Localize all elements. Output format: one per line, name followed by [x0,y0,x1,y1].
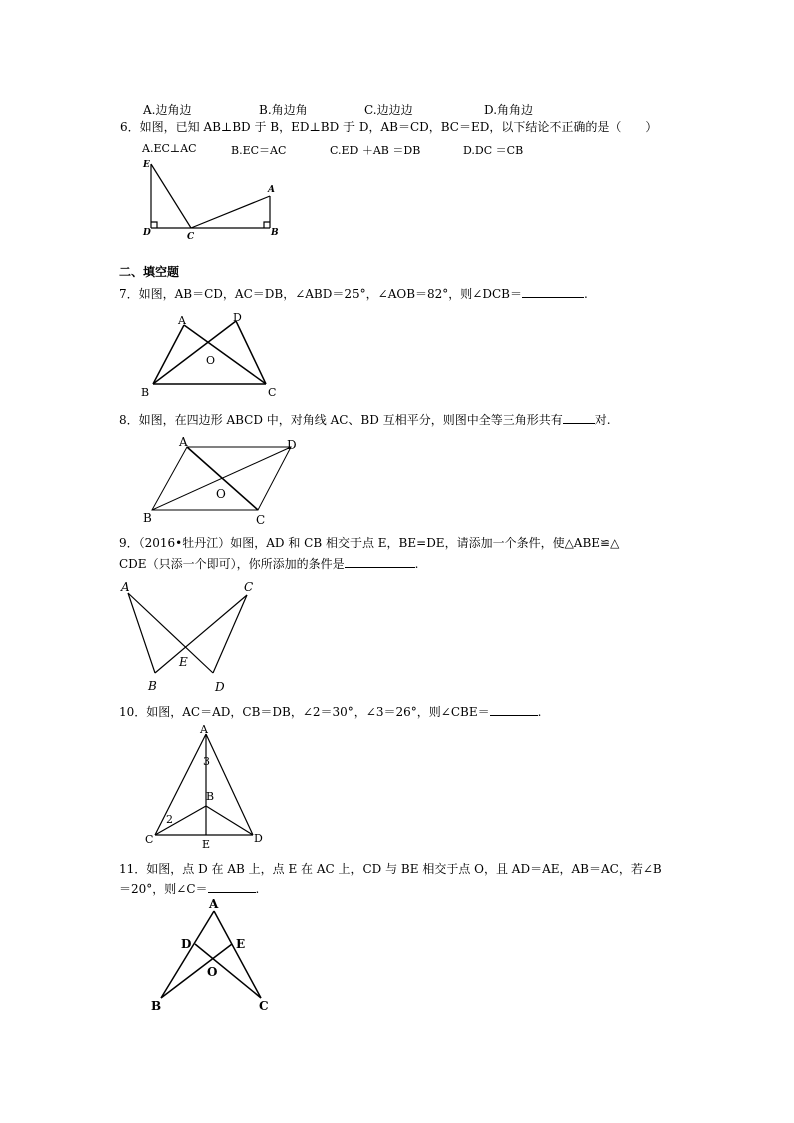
q7-label-o: O [206,354,216,367]
q10-label-2: 2 [166,813,173,826]
q9-label-a: A [121,580,130,594]
q6-label-d: D [143,228,151,238]
q6-option-a: A.EC⊥AC [142,142,197,155]
q5-option-b: B.角边角 [259,103,308,117]
q9-label-e: E [179,655,188,669]
q6-label-e: E [143,160,150,170]
q7-label-d: D [233,311,242,324]
q11-line2-before: ＝20°，则∠C＝ [119,882,208,896]
q7-text-after: . [583,287,588,301]
q11-label-b: B [151,999,162,1013]
q10-answer-blank [490,704,538,716]
q7-answer-blank [522,286,584,298]
q10-label-b: B [206,790,215,803]
q8-label-c: C [256,513,266,527]
q5-option-d: D.角角边 [484,103,534,117]
q9-label-b: B [148,679,157,693]
q7-text [119,286,588,302]
q9-label-d: D [215,680,225,694]
q9-line2-after: . [414,557,419,571]
q11-label-a: A [209,897,219,911]
q9-answer-blank [345,556,415,568]
q8-label-a: A [179,435,188,449]
q11-label-c: C [259,999,269,1013]
q6-option-d: D.DC ＝CB [463,144,524,157]
q7-label-a: A [178,314,186,327]
q8-figure [140,432,305,530]
q7-label-c: C [268,386,277,399]
q10-label-e: E [202,838,211,851]
q9-line2 [119,556,418,572]
q11-answer-blank [208,881,256,893]
q11-line2-after: . [255,882,260,896]
q10-label-a: A [200,723,208,736]
q10-text-after: . [537,705,542,719]
q11-figure [145,894,280,1016]
q6-label-c: C [187,232,195,242]
q11-line1: 11．如图，点 D 在 AB 上，点 E 在 AC 上，CD 与 BE 相交于点 O，且 AD＝AE，AB＝AC，若∠B [119,862,662,876]
q6-text: 6．如图，已知 AB⊥BD 于 B，ED⊥BD 于 D，AB＝CD，BC＝ED，以下结论不正确的是（ ） [120,120,658,134]
section-title: 二、填空题 [119,265,180,279]
q6-option-b: B.EC＝AC [231,144,287,157]
q8-label-b: B [143,511,152,525]
q8-text-before: 8．如图，在四边形 ABCD 中，对角线 AC、BD 互相平分，则图中全等三角形共有 [119,413,563,427]
q8-label-o: O [216,487,226,501]
q9-figure [115,575,275,695]
q9-line2-before: CDE（只添一个即可），你所添加的条件是 [119,557,345,571]
q9-line1: 9．（2016•牡丹江）如图，AD 和 CB 相交于点 E，BE=DE，请添加一个条件，使△ABE≌△ [119,536,620,550]
q11-label-o: O [207,965,218,979]
q6-option-c: C.ED ＋AB ＝DB [330,144,421,157]
q5-option-c: C.边边边 [364,103,413,117]
q11-label-d: D [181,937,192,951]
q8-text [119,412,611,428]
q6-label-a: A [268,185,275,195]
q6-label-b: B [271,228,279,238]
q11-label-e: E [236,937,246,951]
q10-text-before: 10．如图，AC＝AD，CB＝DB，∠2＝30°，∠3＝26°，则∠CBE＝ [119,705,490,719]
q10-figure [140,722,270,854]
q8-text-after: 对. [594,413,611,427]
q8-label-d: D [287,438,297,452]
q7-text-before: 7．如图，AB＝CD，AC＝DB，∠ABD＝25°，∠AOB＝82°，则∠DCB＝ [119,287,522,301]
q10-label-3: 3 [203,755,210,768]
q8-answer-blank [563,412,595,424]
q10-label-c: C [145,833,154,846]
q10-text [119,704,541,720]
q7-figure [140,308,285,403]
q6-figure [140,155,285,245]
q7-label-b: B [141,386,150,399]
q9-label-c: C [244,580,254,594]
q10-label-d: D [254,832,263,845]
q5-option-a: A.边角边 [143,103,192,117]
